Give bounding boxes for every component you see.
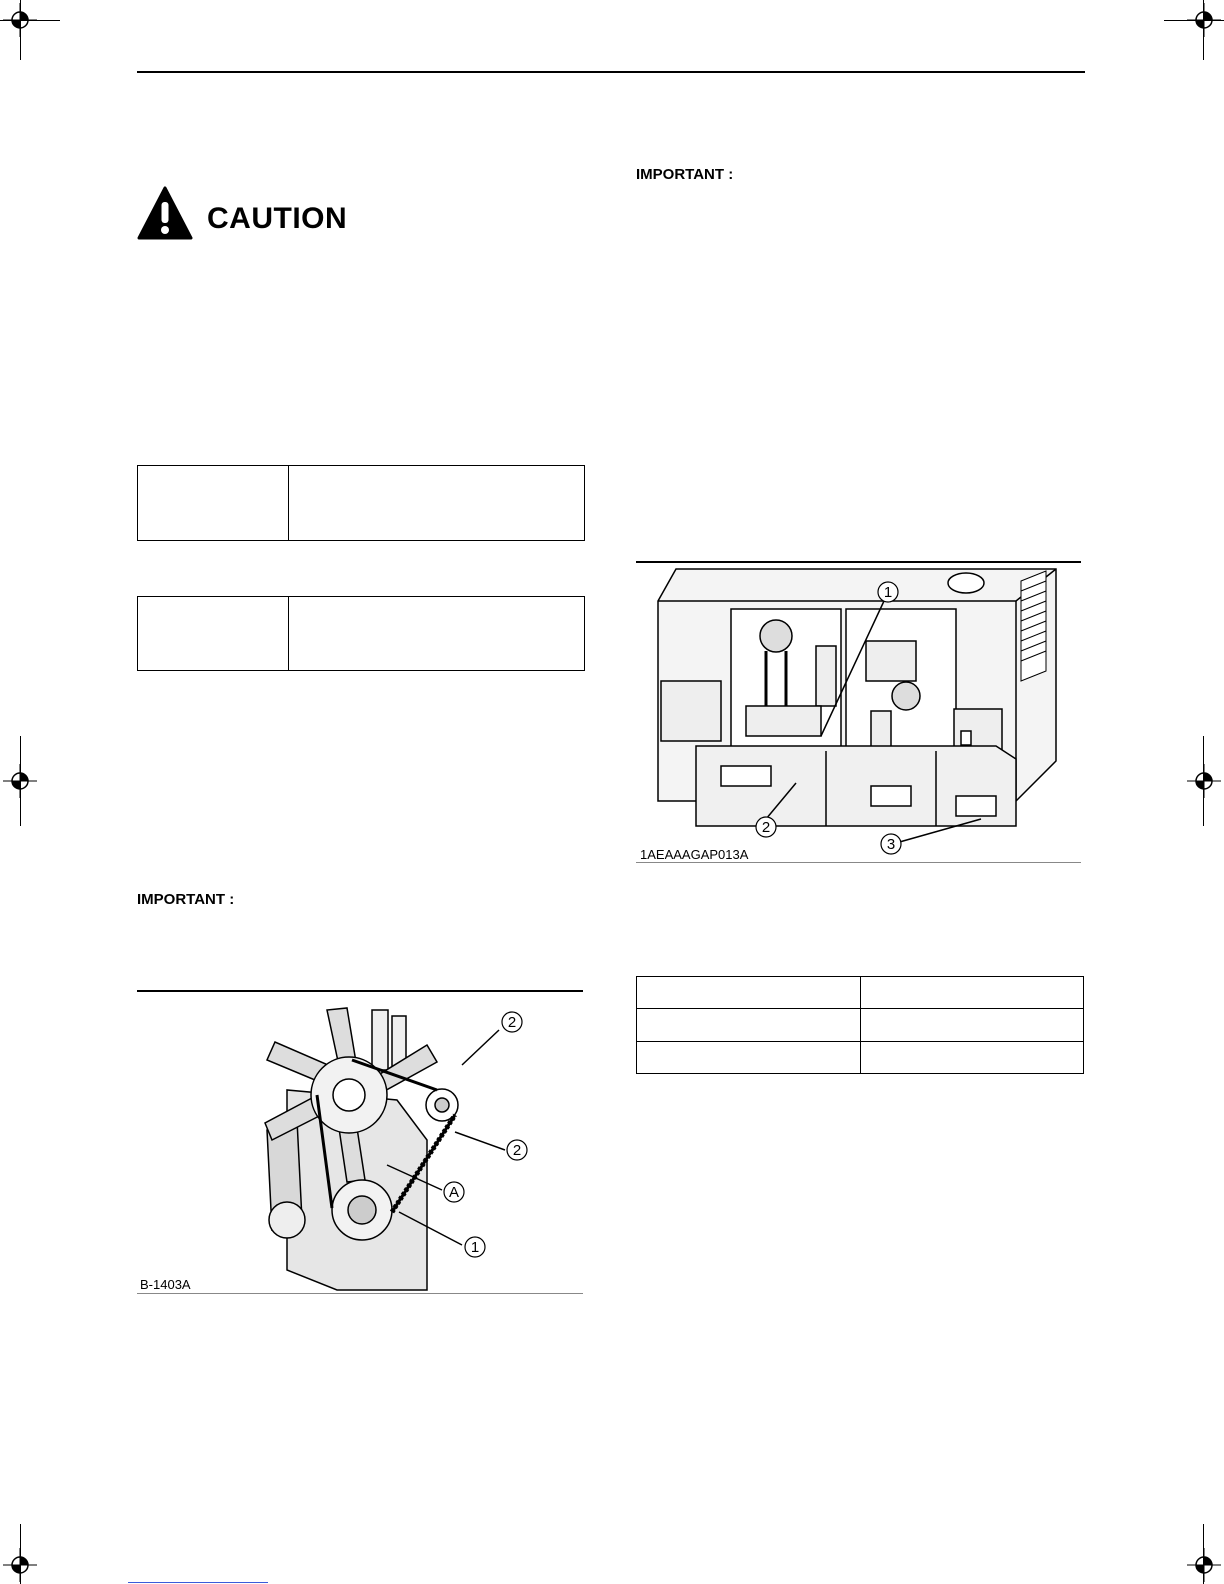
figure-code: 1AEAAAGAP013A: [640, 847, 749, 862]
table-cell: [861, 977, 1084, 1009]
callout-label: 1: [883, 584, 893, 601]
generator-figure: [636, 561, 1081, 863]
callout-label: A: [448, 1184, 459, 1201]
belt-figure: [137, 990, 583, 1294]
table-cell: [861, 1009, 1084, 1041]
figure-code: B-1403A: [140, 1277, 191, 1292]
table-cell: [138, 597, 289, 671]
table-cell: [637, 1009, 861, 1041]
registration-mark-icon: [1187, 764, 1221, 798]
callout-label: 2: [512, 1142, 522, 1159]
crop-mark: [20, 1524, 21, 1584]
crop-mark: [1203, 0, 1204, 60]
important-label-right: IMPORTANT :: [636, 166, 734, 183]
callout-label: 1: [470, 1239, 480, 1256]
spec-table-3: [636, 976, 1084, 1074]
callout-label: 2: [761, 819, 771, 836]
generator-drawing: [636, 561, 1081, 863]
crop-mark: [20, 736, 21, 826]
footer-link-underline: [128, 1582, 268, 1583]
crop-mark: [1203, 736, 1204, 826]
table-cell: [289, 597, 585, 671]
crop-mark: [0, 20, 60, 21]
registration-mark-icon: [1187, 1548, 1221, 1582]
table-cell: [138, 466, 289, 541]
caution-banner: [137, 186, 397, 244]
crop-mark: [1203, 1524, 1204, 1584]
table-cell: [637, 1041, 861, 1073]
spec-table-2: [137, 596, 585, 671]
crop-mark: [1164, 20, 1224, 21]
header-rule: [137, 71, 1085, 73]
callout-label: 2: [507, 1014, 517, 1031]
callout-label: 3: [886, 836, 896, 853]
warning-triangle-icon: [137, 186, 193, 240]
table-cell: [289, 466, 585, 541]
table-cell: [637, 977, 861, 1009]
caution-label: CAUTION: [207, 202, 348, 235]
crop-mark: [20, 0, 21, 60]
important-label-left: IMPORTANT :: [137, 891, 235, 908]
table-cell: [861, 1041, 1084, 1073]
spec-table-1: [137, 465, 585, 541]
